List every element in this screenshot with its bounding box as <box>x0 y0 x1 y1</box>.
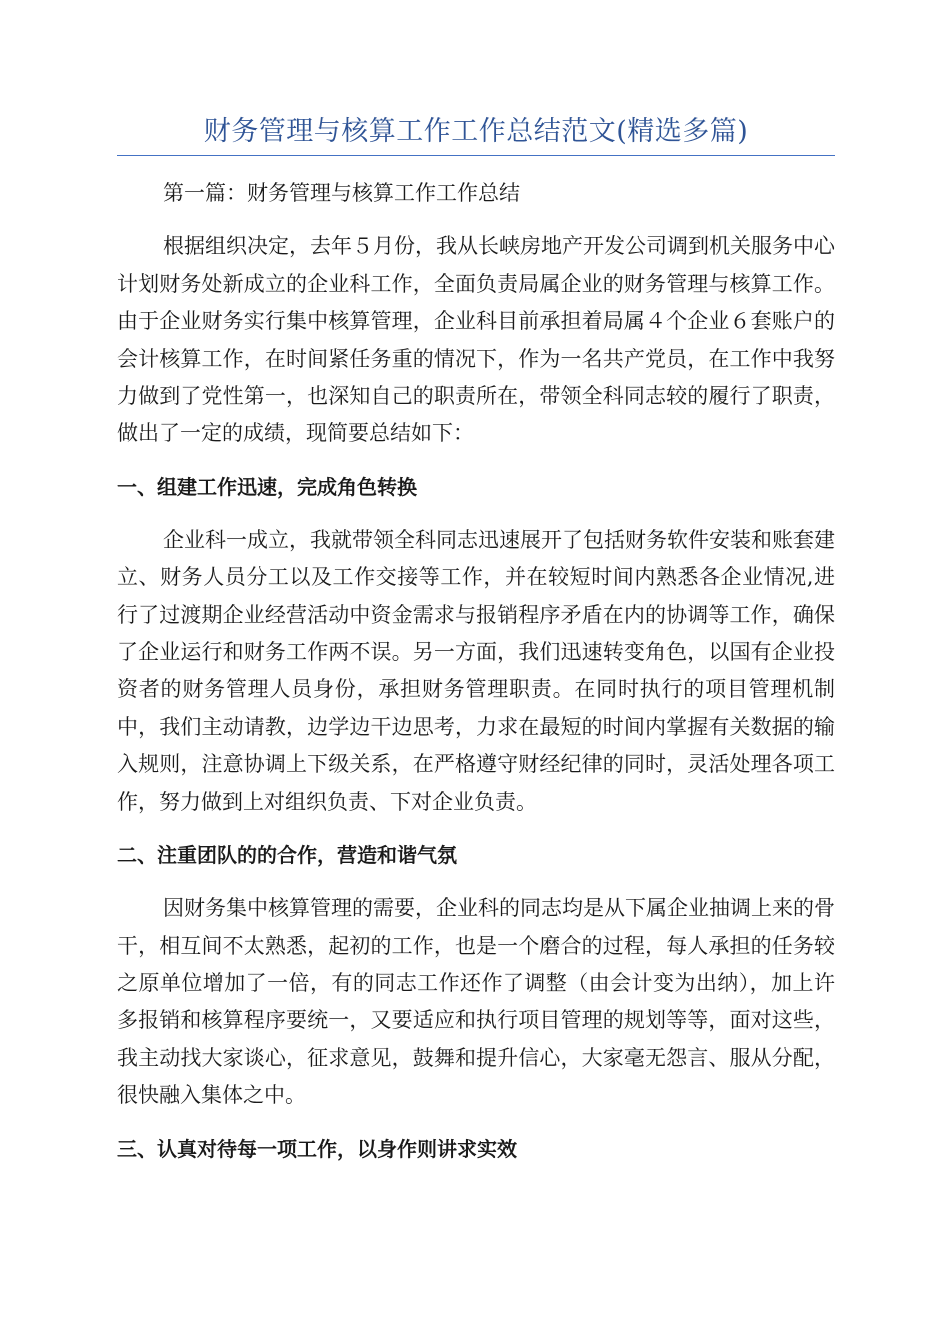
section-heading-1: 一、组建工作迅速，完成角色转换 <box>117 474 417 499</box>
document-title: 财务管理与核算工作工作总结范文(精选多篇) <box>203 116 749 147</box>
section-paragraph-1: 企业科一成立，我就带领全科同志迅速展开了包括财务软件安装和账套建立、财务人员分工以及工作交接等工作，并在较短时间内熟悉各企业情况,进行了过渡期企业经营活动中资金需求与报销程序矛盾在内的协调等工作，确保了企业运行和财务工作两不误。另一方面，我们迅速转变角色，以国有企业投资者的财务管理人员身份，承担财务管理职责。在同时执行的项目管理机制中，我们主动请教，边学边干边思考，力求在最短的时间内掌握有关数据的输入规则，注意协调上下级关系，在严格遵守财经纪律的同时，灵活处理各项工作，努力做到上对组织负责、下对企业负责。 <box>117 527 835 814</box>
title-underline <box>117 155 835 156</box>
document-subtitle: 第一篇：财务管理与核算工作工作总结 <box>163 181 520 205</box>
document-body <box>117 175 835 1184</box>
section-heading-2: 二、注重团队的的合作，营造和谐气氛 <box>117 843 457 868</box>
section-heading-3: 三、认真对待每一项工作，以身作则讲求实效 <box>117 1136 517 1161</box>
section-paragraph-2: 因财务集中核算管理的需要，企业科的同志均是从下属企业抽调上来的骨干，相互间不太熟悉，起初的工作，也是一个磨合的过程，每人承担的任务较之原单位增加了一倍，有的同志工作还作了调整（由会计变为出纳），加上许多报销和核算程序要统一，又要适应和执行项目管理的规划等等，面对这些，我主动找大家谈心，征求意见，鼓舞和提升信心，大家毫无怨言、服从分配，很快融入集体之中。 <box>117 896 835 1108</box>
intro-paragraph: 根据组织决定，去年５月份，我从长峡房地产开发公司调到机关服务中心计划财务处新成立的企业科工作，全面负责局属企业的财务管理与核算工作。由于企业财务实行集中核算管理，企业科目前承担着局属４个企业６套账户的会计核算工作，在时间紧任务重的情况下，作为一名共产党员，在工作中我努力做到了党性第一，也深知自己的职责所在，带领全科同志较的履行了职责，做出了一定的成绩，现简要总结如下： <box>117 234 835 446</box>
